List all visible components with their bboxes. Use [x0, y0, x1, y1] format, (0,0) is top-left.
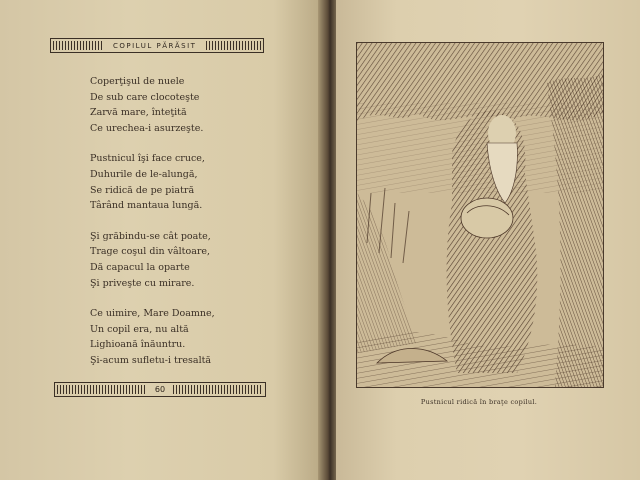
engraving-illustration: [356, 42, 604, 388]
hermit-engraving-image: [357, 43, 603, 387]
poem-line: Ce uimire, Mare Doamne,: [90, 308, 215, 320]
poem-line: Coperţişul de nuele: [90, 76, 185, 87]
illustration-caption: Pustnicul ridică în braţe copilul.: [420, 398, 538, 406]
page-footer: [54, 382, 266, 397]
header-ornament-right: [206, 41, 261, 50]
page-number: 60: [154, 385, 166, 394]
running-header-title: COPILUL PĂRĂSIT: [113, 41, 197, 50]
poem-line: Un copil era, nu altă: [90, 323, 189, 335]
poem-line: De sub care clocoteşte: [90, 91, 200, 103]
poem-line: Şi-acum sufletu-i tresaltă: [90, 354, 212, 366]
footer-ornament-right: [173, 385, 263, 394]
poem-line: Târând mantaua lungă.: [90, 200, 203, 212]
poem-line: Şi grăbindu-se cât poate,: [90, 230, 211, 242]
poem-line: Duhurile de le-alungă,: [90, 168, 198, 180]
stanza: [90, 74, 290, 136]
poem-line: Dă capacul la oparte: [90, 261, 190, 273]
poem-line: Se ridică de pe piatră: [90, 184, 195, 196]
poem-line: Lighioană înăuntru.: [90, 339, 186, 351]
footer-ornament-left: [57, 385, 147, 394]
poem-line: Ce urechea-i asurzeşte.: [90, 122, 204, 134]
header-ornament-left: [53, 41, 103, 50]
poem-line: Trage coşul din vâltoare,: [90, 246, 211, 258]
poem-line: Pustnicul îşi face cruce,: [90, 153, 205, 165]
running-header: [50, 38, 264, 53]
stanza: [90, 151, 290, 213]
poem-line: Zarvă mare, înteţită: [90, 107, 187, 119]
poem-text: [90, 74, 290, 384]
stanza: [90, 229, 290, 291]
poem-line: Şi priveşte cu mirare.: [90, 277, 195, 289]
stanza: [90, 306, 290, 368]
